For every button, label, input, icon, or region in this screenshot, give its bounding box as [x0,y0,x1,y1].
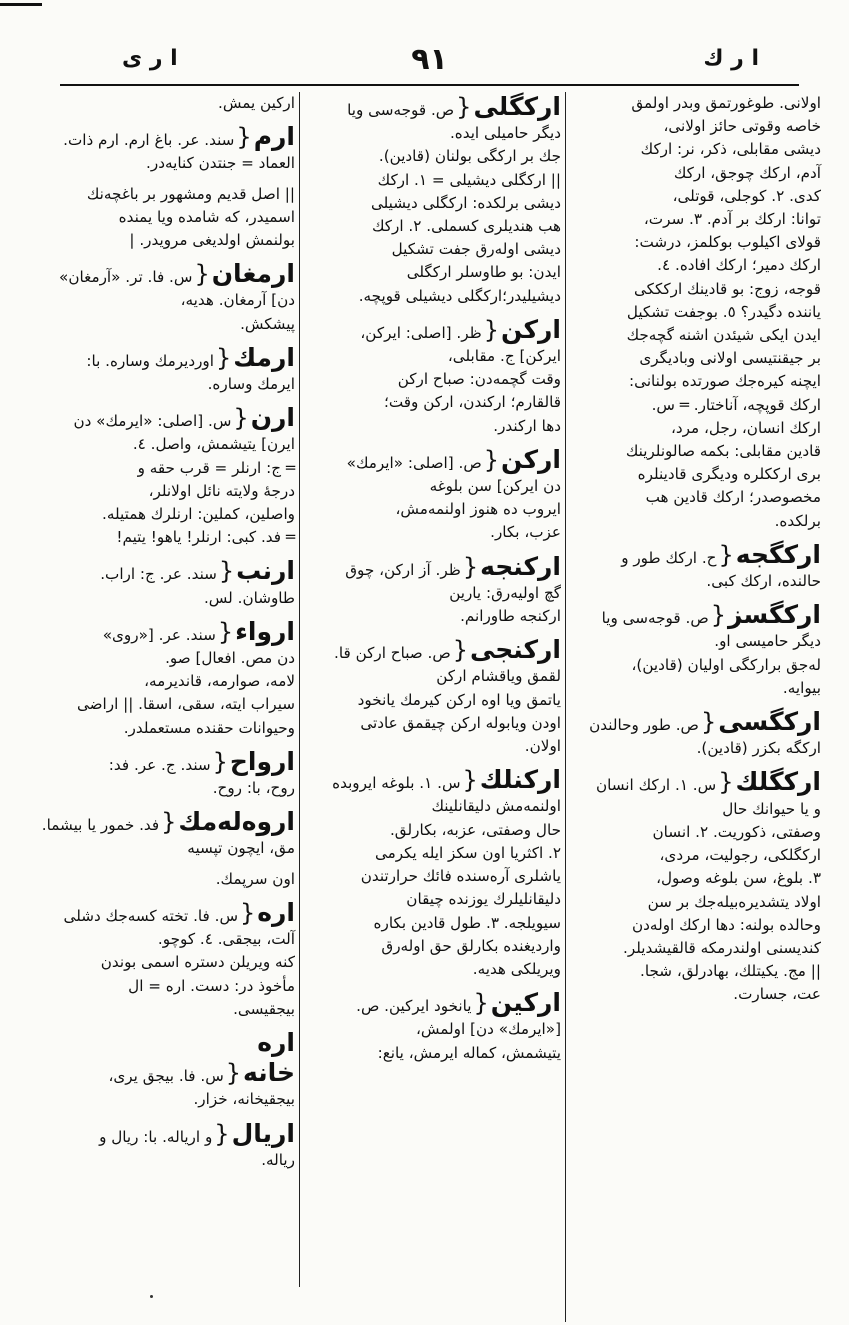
definition-line: ٣. بلوغ، سن بلوغه وصول، [656,869,821,888]
definition-line: س. ١. بلوغه ايروبده [332,774,461,793]
definition-line: س. [اصلى: «ايرمك» دن [73,412,232,431]
definition-line: ايچنه كيرەجك صورتده بولنانى: [629,372,821,391]
brace-mark: { [214,1119,230,1148]
dictionary-entry [569,767,821,1006]
definition-line: سيراب ايته، سقى، اسقا. || اراضى [76,695,295,714]
entry-headword: ارمك [233,342,295,372]
definition-line: جك بر اركگى بولنان (قادين). [378,147,561,166]
definition-line: خاصه وقوتى حائز اولانى، [663,117,821,136]
brace-mark: { [473,989,489,1018]
entry-headword: ارە [257,897,295,927]
brace-mark: { [452,636,468,665]
dictionary-entry [88,1028,295,1112]
brace-mark: { [718,540,734,569]
entry-headword: اركگسى [718,707,821,737]
definition-line: اورديرمك وساره. با: [86,351,214,370]
brace-mark: { [483,315,499,344]
definition-line: دن ايركن] سن بلوغه [429,477,561,496]
brace-mark: { [456,93,472,121]
definition-line: وارديغنده بكارلق حق اولەرق [381,936,561,955]
definition-line: ص. طور وحالندن [589,716,699,735]
definition-line: ديشى برلكده: اركگلى ديشيلى [370,193,561,212]
definition-line: س. فا. تخته كسەجك دشلى [63,906,238,925]
definition-line: اولنمەمش دليقانلينك [431,797,561,816]
definition-line: توانا: اركك بر آدم. ٣. سرت، [643,210,821,229]
dictionary-entry [303,92,561,308]
page-header [60,42,799,82]
definition-line: يانخود ايركين. ص. [356,997,472,1016]
definition-line: فد. خمور يا بيشما. [41,816,160,835]
definition-line: آدم، اركك چوجق، اركك [673,163,821,182]
brace-mark: { [212,747,228,776]
entry-headword: ارن [250,403,295,433]
entry-headword: ارنب [236,556,295,586]
definition-line: اركك انسان، رجل، مرد، [670,418,821,437]
definition-line: ويريلكى هديه. [472,959,561,978]
dictionary-entry [303,552,561,629]
definition-line: ═ ج: ارنلر = قرب حقه و [137,458,295,477]
definition-line: مق، ايچون تپسيه [187,839,295,858]
brace-mark: { [216,343,232,372]
header-left-guide-word: ا ر ى [122,46,178,71]
dictionary-entry [88,556,295,609]
definition-line: ايركن] ج. مقابلى، [447,347,561,366]
dictionary-entry [88,92,295,115]
entry-headword: ارە خانه [243,1027,295,1088]
definition-line: ص. [اصلى: «ايرمك» [346,453,482,472]
dictionary-entry [63,122,295,175]
dictionary-entry [303,988,561,1065]
definition-line: مخصوصدر؛ اركك قادين هب [645,488,821,507]
entry-headword: اركگلى [473,92,561,121]
definition-line: اركين يمش. [218,94,295,112]
definition-line: ديگر حاميسى او. [714,632,821,651]
definition-line: قالقارم؛ اركندن، اركن وقت؛ [384,393,561,412]
dictionary-entry [569,707,821,760]
definition-line: اولان. [524,737,561,756]
definition-line: ديگر حاميلى ايدە. [449,124,561,143]
brace-mark: { [194,260,210,289]
entry-headword: اركين [490,988,561,1018]
definition-line: اسميدر، كه شامده ويا يمنده [118,207,295,226]
definition-line: وحيوانات حقنده مستعملدر. [123,718,295,737]
definition-line: ياشلرى آرەسندە فائك حرارتندن [360,867,561,886]
definition-line: دها اركندر. [493,416,561,435]
definition-line: بيجقيسى. [233,999,295,1018]
entry-headword: ارواء [235,616,295,646]
definition-line: ايروب ده هنوز اولنمەمش، [395,500,561,519]
definition-line: روح، با: روح. [212,779,295,798]
definition-line: اركگلكى، رجوليت، مردى، [659,846,821,865]
definition-line: دن مص. افعال] صو. [165,649,295,668]
definition-line: دن] آرمغان. هديه، [180,291,295,310]
brace-mark: { [161,808,177,837]
brace-mark: { [710,601,726,630]
entry-headword: اروەلەمك [178,807,295,837]
definition-line: || اركگلى ديشيلى = ١. اركك [377,170,561,189]
definition-line: عت، جسارت. [733,985,821,1004]
definition-line: قوجه، زوج: بو قادينك اركككى [634,279,821,298]
definition-line: وحالده بولنه: دها اركك اولەدن [632,915,821,934]
dictionary-entry [569,92,821,533]
dictionary-entry [303,635,561,758]
header-right-guide-word: ا ر ك [703,46,759,71]
dictionary-entry [76,616,295,740]
definition-line: عزب، بكار. [490,523,561,542]
entry-headword: اركگجه [735,539,821,569]
definition-line: سند. عر. باغ ارم. ارم ذات. [63,131,235,150]
definition-line: اولاد يتشديرەبيلەجك بر سن [647,892,821,911]
definition-line: درجۀ ولايته نائل اولانلر، [148,481,295,500]
definition-line: العماد = جنتدن كنايەدر. [146,154,295,173]
dictionary-entry [63,897,295,1021]
definition-line: و يا حيوانك حال [722,799,821,818]
brace-mark: { [236,123,252,152]
dictionary-entry [88,868,295,891]
definition-line: س. ١. اركك انسان [595,776,717,795]
definition-line: هب هنديلرى كسملى. ٢. اركك [372,217,561,236]
definition-line: لامه، صوارمه، قانديرمه، [144,672,295,691]
entry-headword: اركگلك [735,767,821,797]
definition-line: || اصل قديم ومشهور بر باغچەنك [86,184,295,203]
definition-line: گچ اوليەرق: يارين [449,583,561,602]
definition-line: ظر. آز اركن، چوق [345,560,461,579]
definition-line: كنديسنى اولندرمكه قالقيشديلر. [623,938,821,957]
dictionary-entry [303,315,561,438]
definition-line: يانندە دگيدر؟ ٥. بوجفت تشكيل [626,302,821,321]
page-number: ٩١ [411,42,448,77]
definition-line: ٢. اكثريا اون سكز ايله يكرمى [374,843,561,862]
definition-line: ص. قوجەسى ويا [601,609,709,628]
entry-headword: ارم [253,122,295,152]
definition-line: س. فا. تر. «آرمغان» [59,268,193,287]
brace-mark: { [483,445,499,474]
definition-line: دليقانليلرك يوزنده چيقان [406,890,561,909]
brace-mark: { [239,898,256,927]
definition-line: حالنده، اركك كبى. [706,572,821,591]
definition-line: ياتمق ويا اوه اركن كيرمك يانخود [357,690,561,709]
definition-line: ص. صباح اركن قا. [334,644,451,663]
dictionary-entry [88,343,295,396]
definition-line: اودن ويابوله اركن چيقمق عادتى [360,713,561,732]
brace-mark: { [233,404,249,433]
definition-line: اركك قوپچه، آناختار. ═ س. [651,395,821,414]
definition-line: مأخوذ در: دست. ارە = ال [128,976,295,995]
brace-mark: { [217,617,234,646]
definition-line: برى ارككلره وديگرى قادينلره [637,465,821,484]
definition-line: ايرن] يتيشمش، واصل. ٤. [132,435,295,454]
corner-mark [0,3,42,6]
entry-headword: اركگسز [727,600,821,630]
definition-line: يتيشمش، كماله ايرمش، يانع: [377,1043,561,1062]
definition-line: سند. ج. عر. فد: [108,755,211,774]
definition-line: بيوايه. [782,678,821,697]
definition-line: رياله. [261,1150,295,1169]
definition-line: ديشى اولەرق جفت تشكيل [391,240,561,259]
definition-line: قادين مقابلى: بكمه صالونلرينك [625,442,821,461]
definition-line: ديشيليدر؛اركگلى ديشيلى قوپچه. [358,286,561,305]
header-rule [60,84,799,86]
dictionary-entry [73,403,295,549]
column-right [569,92,821,1307]
definition-line: اركگه بكزر (قادين). [696,739,821,758]
entry-headword: اركن [501,444,561,474]
brace-mark: { [218,557,235,586]
definition-line: اون سرپمك. [215,869,295,888]
print-speck [150,1295,153,1298]
column-divider [299,92,300,1287]
definition-line: آلت، بيجقى. ٤. كوچو. [157,930,295,949]
dictionary-entry [303,445,561,545]
definition-line: اركك دمير؛ اركك افاده. ٤. [657,256,821,275]
brace-mark: { [225,1059,242,1088]
definition-line: كنه ويريلن دستره اسمى بوندن [100,953,295,972]
column-middle [303,92,561,1287]
entry-headword: اركنجى [469,635,561,665]
definition-line: بيجقيخانه، خزار. [193,1090,295,1109]
brace-mark: { [462,552,479,581]
dictionary-entry [569,540,821,593]
definition-line: واصلين، كملين: ارنلرك همتيله. [102,505,295,524]
definition-line: بر جيقنتيسى اولانى وباديگرى [639,349,821,368]
definition-line: كدى. ٢. كوجلى، قوتلى، [672,186,821,205]
definition-line: ايرمك وساره. [207,375,295,394]
definition-line: سند. عر. [«روى» [102,625,216,644]
definition-line: حال وصفتى، عزبه، بكارلق. [389,820,561,839]
entry-headword: اركنلك [479,765,561,795]
dictionary-entry [41,807,295,860]
definition-line: بولنمش اولديغى مرويدر. | [129,231,295,250]
column-divider [565,92,566,1322]
definition-line: س. فا. بيجق يرى، [108,1067,224,1086]
definition-line: ديشى مقابلى، ذكر، نر: اركك [640,140,821,159]
entry-headword: ارواح [229,746,295,776]
definition-line: قولاى اكيلوب بوكلمز، درشت: [634,233,821,252]
definition-line: وقت گچمەدن: صباح اركن [397,370,561,389]
dictionary-entry [88,1119,295,1172]
entry-headword: اركن [501,314,561,344]
column-left [41,92,295,1267]
definition-line: طاوشان. لس. [203,588,295,607]
definition-line: [«ايرمك» دن] اولمش، [416,1020,561,1039]
definition-line: برلكده. [774,511,821,530]
definition-line: ═ فد. كبى: ارنلر! ياهو! يتيم! [116,528,295,547]
entry-headword: ارمغان [211,259,295,289]
brace-mark: { [700,708,717,737]
definition-line: لقمق وياقشام اركن [436,667,561,686]
definition-line: سند. عر. ج: اراب. [100,565,217,584]
definition-line: ظر. [اصلى: ايركن، [360,323,482,342]
definition-line: سيويلجه. ٣. طول قادين بكاره [373,913,561,932]
entry-headword: اركنجه [480,551,561,581]
dictionary-entry [88,183,295,253]
entry-headword: اريال [231,1118,295,1148]
definition-line: ايدن ايكى شيئدن اشنه گچەجك [626,326,821,345]
dictionary-entry [303,765,561,981]
definition-line: ص. قوجەسى ويا [347,101,455,119]
brace-mark: { [718,768,734,797]
definition-line: وصفتى، ذكوريت. ٢. انسان [652,822,821,841]
definition-line: پيشكش. [240,314,295,333]
definition-line: || مج. يكيتلك، بهادرلق، شجا. [640,962,821,981]
dictionary-entry [59,259,295,336]
definition-line: ايدن: بو طاوسلر اركگلى [406,263,561,282]
definition-line: و اريالە. با: ريال و [99,1127,213,1146]
definition-line: ح. اركك طور و [621,548,717,567]
dictionary-entry [88,747,295,800]
brace-mark: { [462,766,478,795]
dictionary-entry [569,600,821,700]
definition-line: اركنجه طاورانم. [460,607,561,626]
definition-line: لەجق براركگى اوليان (قادين)، [631,655,821,674]
definition-line: اولانى. طوغورتمق وبدر اولمق [631,94,821,112]
